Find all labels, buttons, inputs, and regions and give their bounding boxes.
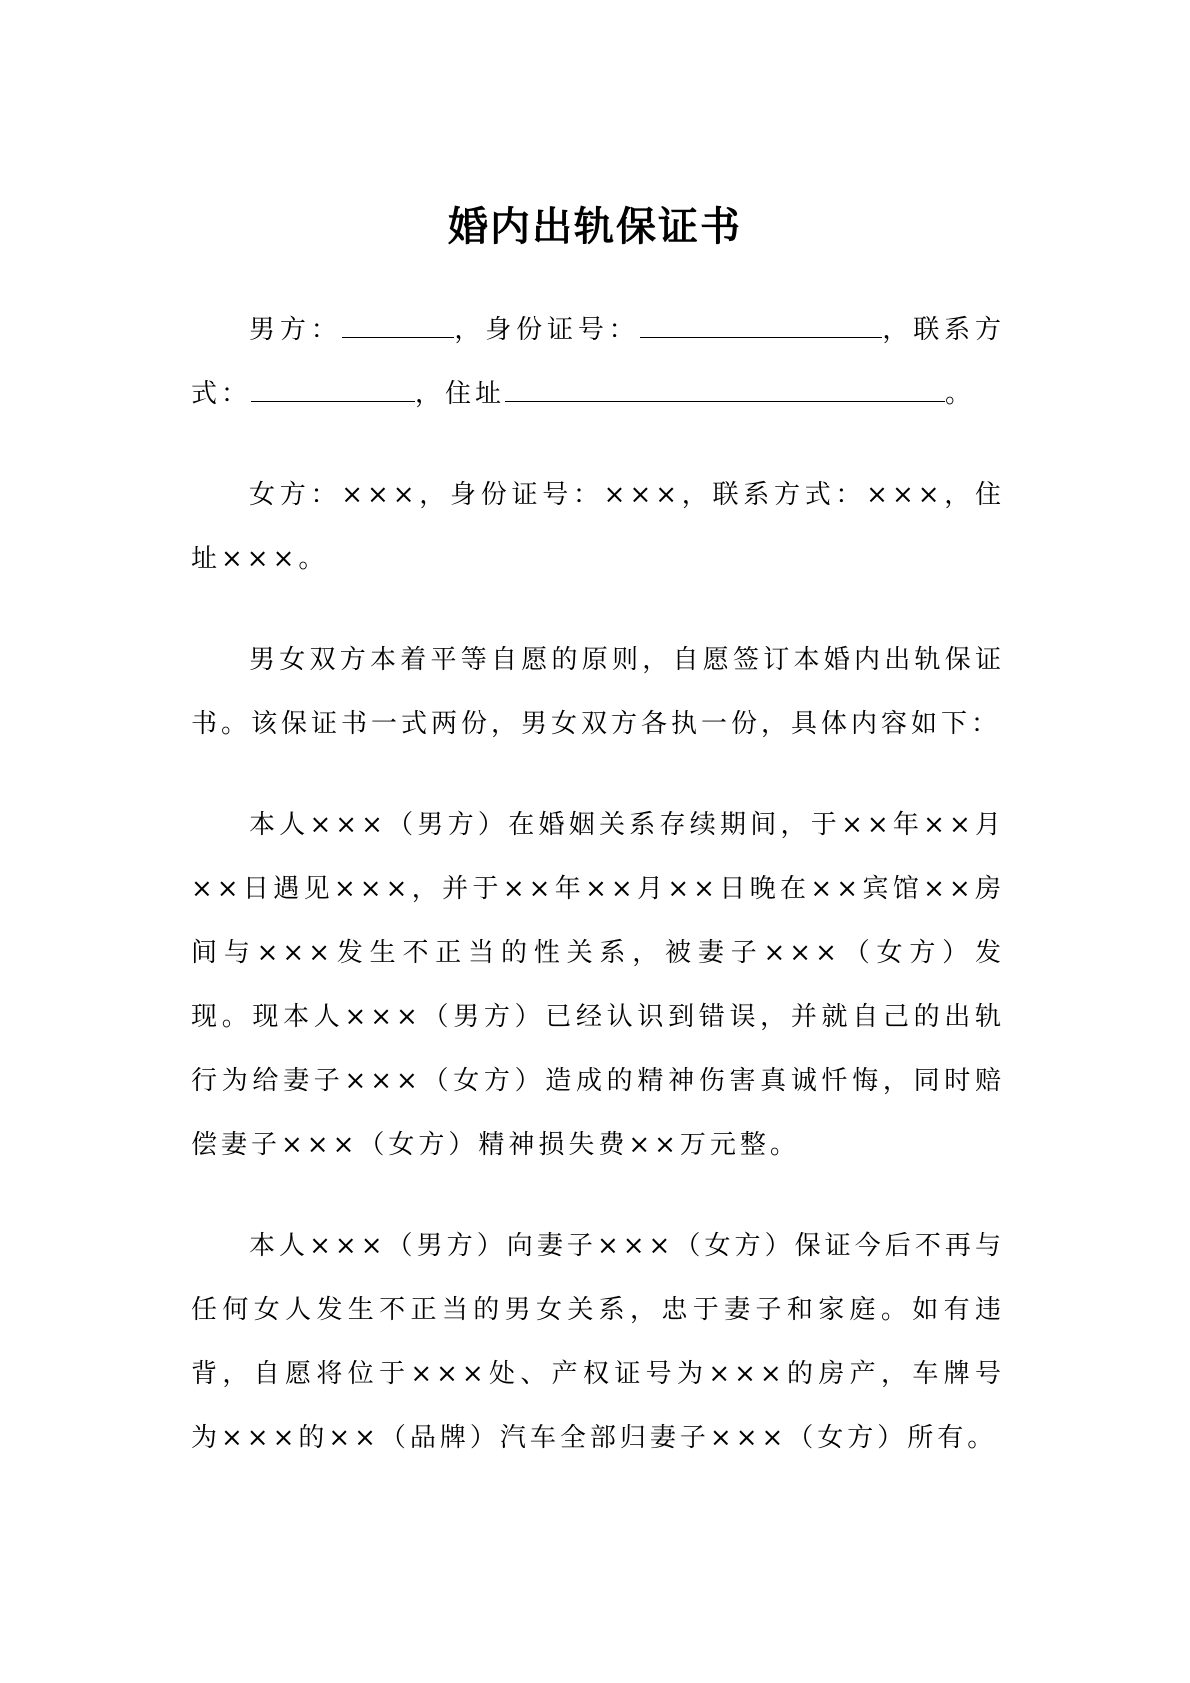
male-address-blank <box>505 379 945 402</box>
period: 。 <box>945 379 976 409</box>
contact-label: ，联系方式： <box>191 315 1005 409</box>
address-label: ，住址 <box>415 379 506 409</box>
document-title: 婚内出轨保证书 <box>448 203 742 250</box>
male-id-number-blank <box>640 315 882 338</box>
document-body <box>191 298 1005 1470</box>
intro-paragraph: 男女双方本着平等自愿的原则，自愿签订本婚内出轨保证书。该保证书一式两份，男女双方各执一份，具体内容如下： <box>191 645 1005 739</box>
id-number-label: ，身份证号： <box>453 315 640 345</box>
female-party-paragraph: 女方：×××，身份证号：×××，联系方式：×××，住址×××。 <box>191 480 1005 574</box>
male-contact-blank <box>251 379 415 402</box>
male-party-paragraph <box>191 298 1005 426</box>
guarantee-paragraph: 本人×××（男方）向妻子×××（女方）保证今后不再与任何女人发生不正当的男女关系，忠于妻子和家庭。如有违背，自愿将位于×××处、产权证号为×××的房产，车牌号为×××的××（品牌）汽车全部归妻子×××（女方）所有。 <box>191 1231 1005 1453</box>
confession-paragraph: 本人×××（男方）在婚姻关系存续期间，于××年××月××日遇见×××，并于××年××月××日晚在××宾馆××房间与×××发生不正当的性关系，被妻子×××（女方）发现。现本人×××（男方）已经认识到错误，并就自己的出轨行为给妻子×××（女方）造成的精神伤害真诚忏悔，同时赔偿妻子×××（女方）精神损失费××万元整。 <box>191 810 1005 1160</box>
male-name-blank <box>342 315 454 338</box>
male-label: 男方： <box>249 315 342 345</box>
